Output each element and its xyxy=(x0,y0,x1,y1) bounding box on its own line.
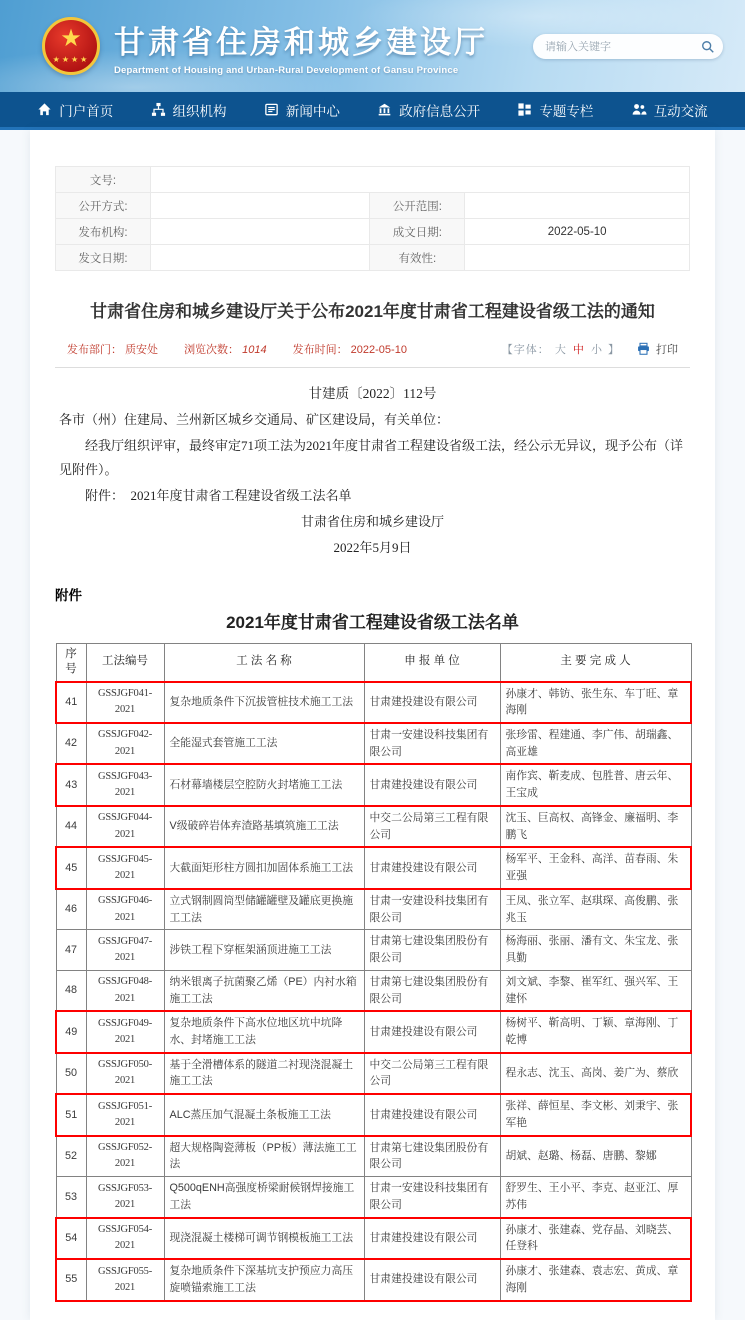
table-row xyxy=(56,1218,691,1259)
nav-item-label: 互动交流 xyxy=(653,103,708,119)
cell-name: 全能湿式套管施工工法 xyxy=(164,723,364,764)
cell-name: 复杂地质条件下沉拔管桩技术施工工法 xyxy=(164,682,364,723)
attachment-label: 附件 xyxy=(55,587,82,603)
cell-no: 44 xyxy=(56,806,86,847)
article-meta-right xyxy=(502,341,678,357)
view-count-label: 浏览次数： xyxy=(184,343,240,356)
search-input[interactable] xyxy=(545,41,701,53)
cell-no: 43 xyxy=(56,764,86,805)
cell-people: 张祥、薛恒星、李文彬、刘秉宇、张军艳 xyxy=(500,1094,691,1135)
cell-org: 甘肃第七建设集团股份有限公司 xyxy=(364,930,500,970)
cell-code: GSSJGF049-2021 xyxy=(86,1011,164,1052)
site-title: 甘肃省住房和城乡建设厅 xyxy=(114,24,488,60)
cell-no: 47 xyxy=(56,930,86,970)
cell-people: 舒罗生、王小平、李克、赵亚江、厚苏伟 xyxy=(500,1177,691,1218)
nav-item-label: 新闻中心 xyxy=(285,103,340,119)
validity-value xyxy=(465,245,690,271)
open-scope-label: 公开范围: xyxy=(370,193,465,219)
table-row xyxy=(56,1094,691,1135)
table-row xyxy=(56,806,691,847)
issue-date-label: 发文日期: xyxy=(56,245,151,271)
article-meta-left xyxy=(67,341,407,357)
cell-org: 甘肃第七建设集团股份有限公司 xyxy=(364,1136,500,1177)
table-row xyxy=(56,682,691,723)
cell-name: 复杂地质条件下高水位地区坑中坑降水、封堵施工工法 xyxy=(164,1011,364,1052)
cell-org: 甘肃建投建设有限公司 xyxy=(364,1011,500,1052)
nav-item-gov-info[interactable] xyxy=(377,100,480,120)
cell-org: 中交二公局第三工程有限公司 xyxy=(364,806,500,847)
cell-code: GSSJGF046-2021 xyxy=(86,889,164,930)
doc-info-table xyxy=(55,166,690,271)
cell-org: 甘肃建投建设有限公司 xyxy=(364,682,500,723)
column-header: 序号 xyxy=(56,643,86,682)
cell-people: 杨军平、王金科、高洋、苗春雨、朱亚强 xyxy=(500,847,691,888)
table-row xyxy=(56,723,691,764)
article-title: 甘肃省住房和城乡建设厅关于公布2021年度甘肃省工程建设省级工法的通知 xyxy=(90,302,655,321)
cell-people: 刘文斌、李黎、崔军红、强兴军、王建怀 xyxy=(500,970,691,1011)
emblem-small-stars-icon: ★★★★ xyxy=(52,55,90,64)
cell-people: 孙康才、张建森、党存晶、刘晓芸、任登科 xyxy=(500,1218,691,1259)
cell-people: 王凤、张立军、赵琪琛、高俊鹏、张兆玉 xyxy=(500,889,691,930)
view-count xyxy=(184,341,267,357)
column-header: 工 法 名 称 xyxy=(164,643,364,682)
cell-no: 51 xyxy=(56,1094,86,1135)
cell-name: ALC蒸压加气混凝土条板施工工法 xyxy=(164,1094,364,1135)
publish-time xyxy=(293,341,407,357)
cell-name: 大截面矩形柱方圆扣加固体系施工工法 xyxy=(164,847,364,888)
signer: 甘肃省住房和城乡建设厅 xyxy=(300,513,444,529)
cell-name: 立式钢制圆筒型储罐罐壁及罐底更换施工工法 xyxy=(164,889,364,930)
cell-name: V级破碎岩体弃渣路基填筑施工工法 xyxy=(164,806,364,847)
cell-code: GSSJGF051-2021 xyxy=(86,1094,164,1135)
issue-date-value xyxy=(150,245,370,271)
cell-name: 现浇混凝土楼梯可调节钢模板施工工法 xyxy=(164,1218,364,1259)
cell-no: 46 xyxy=(56,889,86,930)
cell-code: GSSJGF054-2021 xyxy=(86,1218,164,1259)
cell-people: 南作宾、靳麦成、包胜普、唐云年、王宝成 xyxy=(500,764,691,805)
special-columns-icon xyxy=(517,102,532,117)
publish-dept xyxy=(67,341,158,357)
table-row xyxy=(56,1259,691,1300)
cell-code: GSSJGF043-2021 xyxy=(86,764,164,805)
content-card xyxy=(30,130,715,1320)
search-icon[interactable] xyxy=(701,40,715,54)
table-row xyxy=(56,1136,691,1177)
cell-no: 50 xyxy=(56,1053,86,1094)
table-row xyxy=(56,1011,691,1052)
cell-org: 甘肃建投建设有限公司 xyxy=(364,1218,500,1259)
cell-code: GSSJGF048-2021 xyxy=(86,970,164,1011)
cell-name: 纳米银离子抗菌聚乙烯（PE）内衬水箱施工工法 xyxy=(164,970,364,1011)
law-list-table xyxy=(55,643,692,1302)
sign-date: 2022年5月9日 xyxy=(333,539,412,555)
interaction-icon xyxy=(631,102,647,117)
nav-item-org[interactable] xyxy=(151,100,227,120)
cell-people: 杨树平、靳高明、丁颖、章海刚、丁乾博 xyxy=(500,1011,691,1052)
publish-dept-label: 发布部门： xyxy=(67,343,122,356)
validity-label: 有效性: xyxy=(370,245,465,271)
site-header xyxy=(0,0,745,92)
publish-time-label: 发布时间： xyxy=(292,343,348,356)
cell-code: GSSJGF055-2021 xyxy=(86,1259,164,1300)
font-ctl-suffix: 】 xyxy=(608,343,620,356)
cell-people: 张珍雷、程建通、李广伟、胡瑞鑫、高亚雄 xyxy=(500,723,691,764)
emblem-star-icon: ★ xyxy=(60,25,82,52)
body-paragraph: 经我厅组织评审，最终审定71项工法为2021年度甘肃省工程建设省级工法，经公示无异议，现予公布（详见附件）。 xyxy=(59,437,684,477)
cell-no: 42 xyxy=(56,723,86,764)
print-label: 打印 xyxy=(656,343,678,356)
open-scope-value xyxy=(465,193,690,219)
written-date-label: 成文日期: xyxy=(370,219,465,245)
cell-people: 杨海丽、张丽、潘有文、朱宝龙、张具勤 xyxy=(500,930,691,970)
print-button[interactable] xyxy=(636,341,678,357)
cell-name: 复杂地质条件下深基坑支护预应力高压旋喷锚索施工工法 xyxy=(164,1259,364,1300)
search-box[interactable] xyxy=(533,34,723,59)
cell-org: 甘肃第七建设集团股份有限公司 xyxy=(364,970,500,1011)
cell-no: 54 xyxy=(56,1218,86,1259)
cell-code: GSSJGF041-2021 xyxy=(86,682,164,723)
home-icon xyxy=(37,102,52,117)
cell-code: GSSJGF053-2021 xyxy=(86,1177,164,1218)
org-icon xyxy=(151,102,166,117)
cell-people: 沈玉、巨高权、高锋金、廉福明、李鹏飞 xyxy=(500,806,691,847)
table-row xyxy=(56,1053,691,1094)
doc-no-label: 文号: xyxy=(56,167,151,193)
publish-dept-value: 质安处 xyxy=(125,343,159,356)
column-header: 主 要 完 成 人 xyxy=(500,643,691,682)
national-emblem-logo xyxy=(42,17,100,75)
main-nav xyxy=(0,92,745,130)
publish-time-value: 2022-05-10 xyxy=(350,343,407,356)
cell-no: 53 xyxy=(56,1177,86,1218)
cell-no: 49 xyxy=(56,1011,86,1052)
cell-people: 胡斌、赵璐、杨磊、唐鹏、黎娜 xyxy=(500,1136,691,1177)
cell-people: 孙康才、韩钫、张生东、车丁旺、章海刚 xyxy=(500,682,691,723)
font-size-control xyxy=(502,341,620,357)
nav-item-label: 组织机构 xyxy=(172,103,227,119)
open-type-label: 公开方式: xyxy=(56,193,151,219)
cell-name: 涉铁工程下穿框架涵顶进施工工法 xyxy=(164,930,364,970)
publisher-value xyxy=(150,219,370,245)
cell-org: 甘肃建投建设有限公司 xyxy=(364,1259,500,1300)
nav-item-label: 门户首页 xyxy=(59,103,114,119)
nav-item-special-columns[interactable] xyxy=(517,100,593,120)
cell-no: 52 xyxy=(56,1136,86,1177)
font-size-small-button[interactable]: 小 xyxy=(590,343,603,356)
cell-code: GSSJGF042-2021 xyxy=(86,723,164,764)
publisher-label: 发布机构: xyxy=(56,219,151,245)
cell-org: 甘肃一安建设科技集团有限公司 xyxy=(364,889,500,930)
article-meta xyxy=(55,341,690,368)
gov-info-icon xyxy=(377,102,392,117)
nav-item-home[interactable] xyxy=(37,100,113,120)
salutation: 各市（州）住建局、兰州新区城乡交通局、矿区建设局，有关单位： xyxy=(59,411,450,427)
column-header: 申 报 单 位 xyxy=(364,643,500,682)
cell-no: 45 xyxy=(56,847,86,888)
cell-org: 甘肃一安建设科技集团有限公司 xyxy=(364,723,500,764)
cell-code: GSSJGF050-2021 xyxy=(86,1053,164,1094)
column-header: 工法编号 xyxy=(86,643,164,682)
view-count-value: 1014 xyxy=(242,343,267,356)
table-row xyxy=(56,764,691,805)
cell-org: 甘肃建投建设有限公司 xyxy=(364,847,500,888)
cell-people: 孙康才、张建森、袁志宏、黄成、章海刚 xyxy=(500,1259,691,1300)
cell-code: GSSJGF044-2021 xyxy=(86,806,164,847)
cell-name: 石材幕墙楼层空腔防火封堵施工工法 xyxy=(164,764,364,805)
cell-name: 基于全滑槽体系的隧道二衬现浇混凝土施工工法 xyxy=(164,1053,364,1094)
cell-org: 甘肃建投建设有限公司 xyxy=(364,764,500,805)
nav-item-news[interactable] xyxy=(264,100,340,120)
table-row xyxy=(56,970,691,1011)
cell-name: 超大规格陶瓷薄板（PP板）薄法施工工法 xyxy=(164,1136,364,1177)
cell-people: 程永志、沈玉、高岗、姜广为、蔡欣 xyxy=(500,1053,691,1094)
open-type-value xyxy=(150,193,370,219)
news-icon xyxy=(264,102,279,117)
cell-org: 中交二公局第三工程有限公司 xyxy=(364,1053,500,1094)
attachment-table-title: 2021年度甘肃省工程建设省级工法名单 xyxy=(226,612,519,632)
font-size-large-button[interactable]: 大 xyxy=(554,343,567,356)
cell-org: 甘肃建投建设有限公司 xyxy=(364,1094,500,1135)
site-title-block xyxy=(114,17,488,76)
cell-code: GSSJGF047-2021 xyxy=(86,930,164,970)
table-row xyxy=(56,847,691,888)
cell-no: 55 xyxy=(56,1259,86,1300)
cell-code: GSSJGF045-2021 xyxy=(86,847,164,888)
table-row xyxy=(56,930,691,970)
nav-item-label: 专题专栏 xyxy=(539,103,594,119)
cell-no: 41 xyxy=(56,682,86,723)
nav-item-interaction[interactable] xyxy=(631,100,708,120)
attachment-reference: 附件： 2021年度甘肃省工程建设省级工法名单 xyxy=(85,487,352,503)
article-body xyxy=(55,382,690,560)
font-ctl-prefix: 【字体： xyxy=(501,343,550,356)
site-subtitle-en: Department of Housing and Urban-Rural Development of Gansu Province xyxy=(114,64,459,76)
written-date-value: 2022-05-10 xyxy=(465,219,690,245)
nav-item-label: 政府信息公开 xyxy=(399,103,481,119)
cell-name: Q500qENH高强度桥梁耐候钢焊接施工工法 xyxy=(164,1177,364,1218)
cell-org: 甘肃一安建设科技集团有限公司 xyxy=(364,1177,500,1218)
table-row xyxy=(56,889,691,930)
font-size-medium-button[interactable]: 中 xyxy=(572,343,585,356)
doc-no-value xyxy=(150,167,689,193)
cell-code: GSSJGF052-2021 xyxy=(86,1136,164,1177)
cell-no: 48 xyxy=(56,970,86,1011)
table-row xyxy=(56,1177,691,1218)
doc-number: 甘建质〔2022〕112号 xyxy=(308,385,437,401)
printer-icon xyxy=(636,342,651,356)
